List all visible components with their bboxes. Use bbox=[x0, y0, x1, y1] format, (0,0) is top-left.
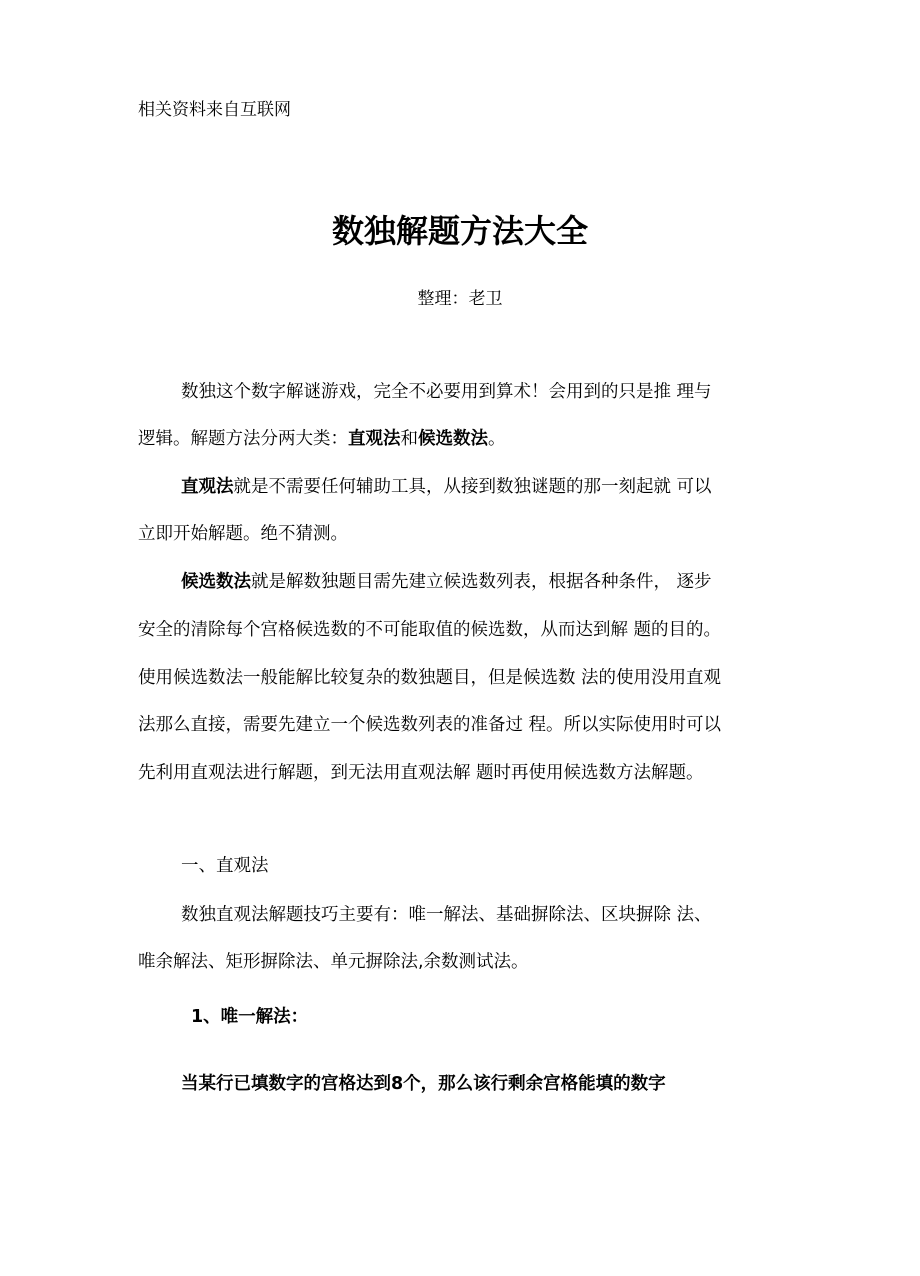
candidate-line-2: 安全的清除每个宫格候选数的不可能取值的候选数，从而达到解 题的目的。 bbox=[138, 620, 722, 640]
candidate-term: 候选数法 bbox=[181, 572, 251, 592]
term-direct: 直观法 bbox=[348, 429, 401, 449]
author-line: 整理：老卫 bbox=[417, 289, 503, 309]
direct-term: 直观法 bbox=[181, 477, 234, 497]
intro-line-2 bbox=[138, 426, 506, 452]
intro-period: 。 bbox=[488, 429, 506, 449]
candidate-line-4: 法那么直接，需要先建立一个候选数列表的准备过 程。所以实际使用时可以 bbox=[138, 715, 722, 735]
intro-conjunction: 和 bbox=[400, 429, 418, 449]
direct-line-1 bbox=[181, 474, 712, 500]
page-title: 数独解题方法大全 bbox=[331, 212, 588, 250]
candidate-line-5: 先利用直观法进行解题，到无法用直观法解 题时再使用候选数方法解题。 bbox=[138, 763, 704, 783]
candidate-line-1 bbox=[181, 569, 712, 595]
section-line-1: 数独直观法解题技巧主要有：唯一解法、基础摒除法、区块摒除 法、 bbox=[181, 905, 712, 925]
subsection-text: 当某行已填数字的宫格达到8个，那么该行剩余宫格能填的数字 bbox=[181, 1074, 666, 1094]
intro-line-1: 数独这个数字解谜游戏，完全不必要用到算术！会用到的只是推 理与 bbox=[181, 382, 712, 402]
section-heading: 一、直观法 bbox=[181, 856, 269, 876]
intro-text: 逻辑。解题方法分两大类： bbox=[138, 429, 348, 449]
section-line-2: 唯余解法、矩形摒除法、单元摒除法,余数测试法。 bbox=[138, 952, 529, 972]
candidate-text: 就是解数独题目需先建立候选数列表，根据各种条件， 逐步 bbox=[251, 572, 712, 592]
subsection-heading: 1、唯一解法： bbox=[191, 1007, 309, 1027]
header-note: 相关资料来自互联网 bbox=[138, 100, 291, 120]
direct-line-2: 立即开始解题。绝不猜测。 bbox=[138, 524, 348, 544]
direct-text: 就是不需要任何辅助工具，从接到数独谜题的那一刻起就 可以 bbox=[233, 477, 712, 497]
term-candidate: 候选数法 bbox=[418, 429, 488, 449]
candidate-line-3: 使用候选数法一般能解比较复杂的数独题目，但是候选数 法的使用没用直观 bbox=[138, 668, 722, 688]
